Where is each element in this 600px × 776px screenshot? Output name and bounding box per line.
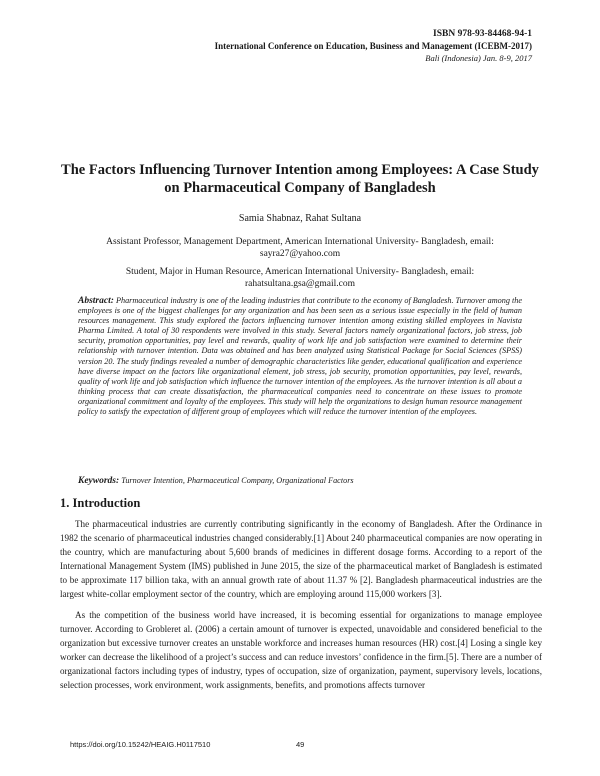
affiliation-2 [90,266,510,290]
keywords-label: Keywords: [78,476,120,486]
affiliation-email: rahatsultana.gsa@gmail.com [244,279,356,289]
authors: Samia Shabnaz, Rahat Sultana [238,213,362,224]
abstract [78,296,522,417]
doi-link[interactable]: https://doi.org/10.15242/HEAIG.H0117510 [70,740,211,749]
conference-name: International Conference on Education, Business and Management (ICEBM-2017) [214,41,532,51]
keywords-text: Turnover Intention, Pharmaceutical Company, Organizational Factors [121,476,354,485]
keywords [78,476,522,486]
abstract-label: Abstract: [78,296,114,306]
affiliation-text: Student, Major in Human Resource, American International University- Bangladesh, email: [125,267,475,277]
page-header [215,28,532,64]
affiliation-email: sayra27@yahoo.com [259,249,341,259]
affiliation-1 [90,236,510,260]
conference-venue: Bali (Indonesia) Jan. 8-9, 2017 [425,53,532,63]
isbn: ISBN 978-93-84468-94-1 [433,29,532,39]
page-number: 49 [296,740,305,749]
paper-title: The Factors Influencing Turnover Intention among Employees: A Case Study on Pharmaceutical Company of Bangladesh [61,162,539,196]
affiliation-text: Assistant Professor, Management Department, American International University- Bangladesh, email: [106,237,494,247]
body-paragraph: The pharmaceutical industries are currently contributing significantly in the economy of Bangladesh. After the Ordinance in 1982 the scenario of pharmaceutical industries changed considerably.[1] About 240 pharmaceutical companies are now operating in the country, which are manufacturing about 5,600 brands of medicines in different dosage forms. According to a report of the International Management System (IMS) published in June 2015, the size of the pharmaceutical market of Bangladesh is estimated to be approximate 117 billion taka, with an annual growth rate of about 11.37 % [2]. Bangladesh pharmaceutical industries are the largest white-collar employment sector of the country, which are employing around 115,000 workers [3]. [60,519,542,600]
body-paragraph: As the competition of the business world have increased, it is becoming essential for organizations to manage employee turnover. According to Grobleret al. (2006) a certain amount of turnover is expected, unavoidable and considered beneficial to the organization but excessive turnover creates an unstable workforce and increases human resources (HR) cost.[4] Losing a single key worker can decrease the likelihood of a project’s success and can reduce investors’ confidence in the firm.[5]. There are a number of organizational factors including types of industry, types of occupation, size of organization, payment, supervisory levels, locations, selection processes, work environment, work assignments, benefits, and promotions affects turnover [60,610,542,691]
abstract-text: Pharmaceutical industry is one of the leading industries that contribute to the economy of Bangladesh. Turnover among the employees is one of the biggest challenges for any organization and has been seen as a serious issue especially in the field of human resources management. This study explored the factors influencing turnover intention among existing skilled employees in Navista Pharma Limited. A total of 30 respondents were involved in this study. Several factors namely organizational factors, job stress, job security, promotion opportunities, pay level and rewards, quality of work life and job satisfaction were examined to determine their relationship with turnover intention. Data was obtained and has been analyzed using Statistical Package for Social Sciences (SPSS) version 20. The study findings revealed a number of demographic characteristics like gender, educational qualification and experience have diverse impact on the factors like organizational element, job stress, job security, promotion opportunities, pay level, rewards, quality of work life and job satisfaction which influence the turnover intention of the employees. As the turnover intention is all about a thinking process that can create dissatisfaction, the pharmaceutical companies need to concentrate on these issues to promote organizational commitment and loyalty of the employees. This study will help the organizations to design human resource management policy to satisfy the expectation of different group of employees which will reduce the turnover intention of the employees. [78,296,523,417]
section-heading-introduction: 1. Introduction [60,496,141,510]
